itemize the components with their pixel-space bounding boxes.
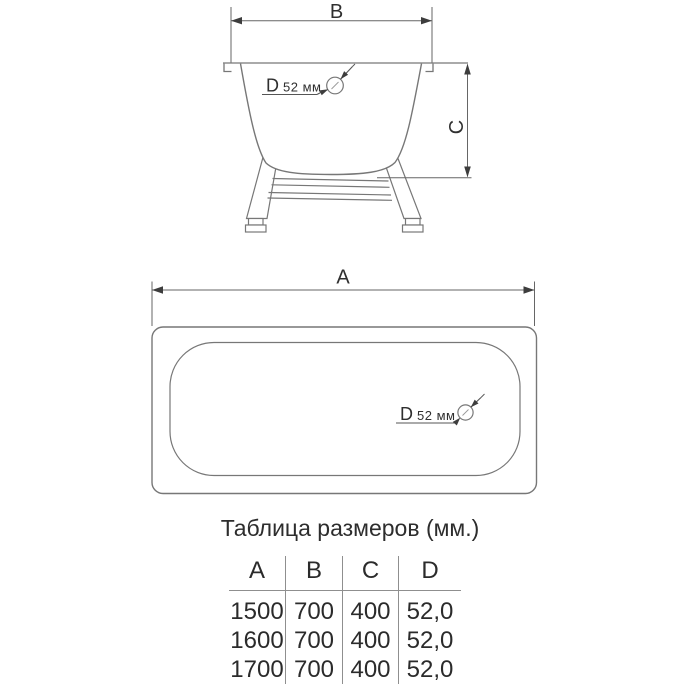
stand-rail-upper — [272, 185, 390, 188]
arrowhead-left — [231, 17, 242, 24]
size-table-header-row — [229, 556, 461, 591]
front-view — [223, 1, 472, 232]
table-row — [229, 655, 461, 684]
drain-value-front: 52 мм — [283, 79, 322, 95]
stand-foot-left — [246, 225, 267, 232]
arrowhead-down — [464, 167, 471, 178]
arrowhead-left — [152, 286, 163, 293]
dimension-b-label: B — [329, 1, 344, 23]
drain-value-top: 52 мм — [417, 408, 456, 423]
table-cell: 700 — [286, 655, 343, 684]
table-cell: 52,0 — [406, 656, 454, 683]
table-cell: 400 — [343, 626, 399, 655]
size-table-header-b: B — [286, 556, 343, 591]
table-row — [229, 591, 461, 627]
arrowhead-right — [421, 17, 432, 24]
arrowhead-up — [464, 64, 471, 75]
table-cell: 1600 — [230, 627, 284, 654]
table-cell: 700 — [286, 626, 343, 655]
table-cell: 400 — [343, 655, 399, 684]
table-cell: 700 — [286, 591, 343, 627]
size-table — [229, 556, 461, 684]
top-view — [152, 267, 537, 494]
arrowhead-right — [524, 286, 535, 293]
dimension-a-label: A — [336, 266, 350, 289]
table-cell: 1700 — [230, 656, 284, 683]
stand-foot-right — [406, 219, 421, 226]
rim-lip-right — [426, 64, 434, 72]
drain-label-front: D — [266, 75, 279, 96]
table-cell: 400 — [343, 591, 399, 627]
stand-foot-right — [403, 225, 424, 232]
table-row — [229, 626, 461, 655]
size-table-header-a: A — [229, 556, 286, 591]
stand-rail-upper — [273, 179, 389, 182]
rim-lip-left — [224, 64, 232, 72]
table-cell: 52,0 — [406, 627, 454, 654]
stand-rail-lower — [269, 193, 392, 196]
drain-label-top: D — [400, 404, 413, 424]
stand-rail-lower — [268, 198, 393, 200]
stand-foot-left — [249, 219, 264, 226]
size-table-title: Таблица размеров (мм.) — [220, 515, 480, 541]
dimension-c-label: C — [446, 119, 468, 135]
table-cell: 52,0 — [406, 598, 454, 625]
size-table-header-c: C — [343, 556, 399, 591]
table-cell: 1500 — [229, 591, 286, 627]
size-table-header-d: D — [399, 556, 462, 591]
